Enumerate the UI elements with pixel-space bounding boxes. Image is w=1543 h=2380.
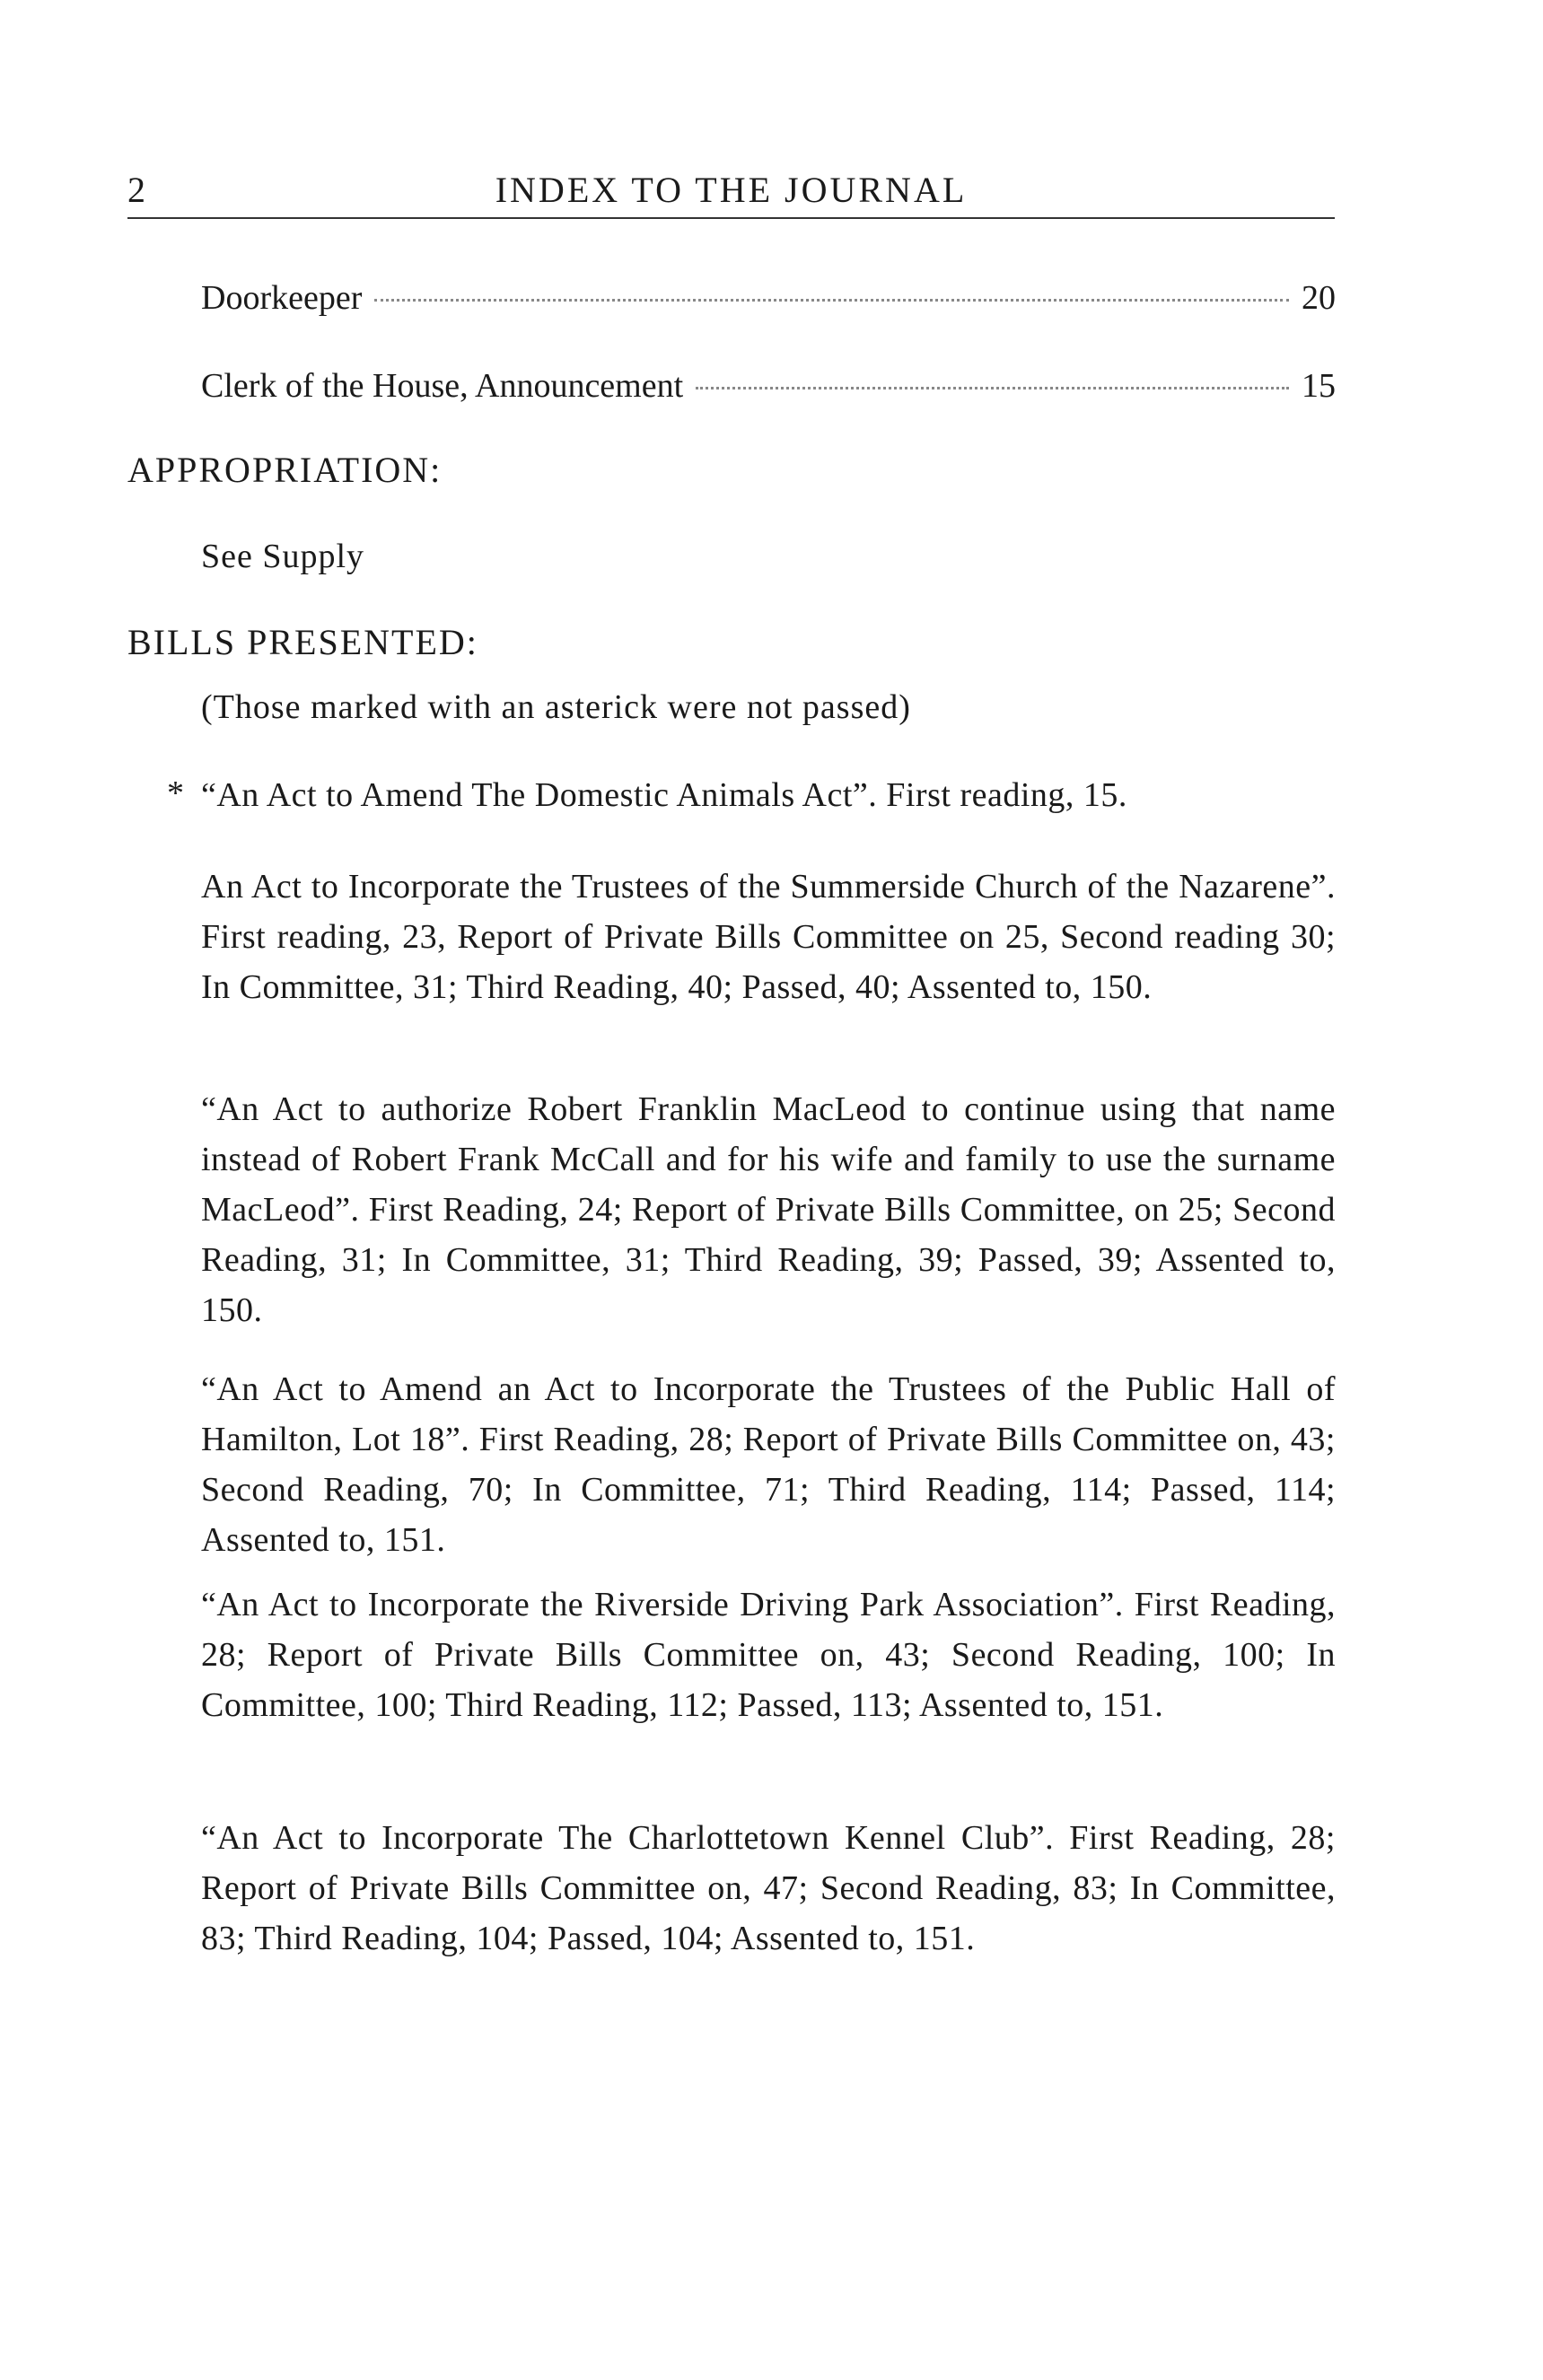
bill-entry-nazarene: An Act to Incorporate the Trustees of the Summerside Church of the Nazarene”. First reading, 23, Report of Private Bills Committee on 25, Second reading 30; In Committee, 31; Third Reading, 40; Passed, 40; Assented to, 150. [201,868,1336,1006]
bill-entry-kennel-club: “An Act to Incorporate The Charlottetown Kennel Club”. First Reading, 28; Report of Private Bills Committee on, 47; Second Reading, 83; In Committee, 83; Third Reading, 104; Passed, 104; Assented to, 151. [201,1819,1336,1957]
page-header [127,169,1335,219]
see-supply: See Supply [201,538,365,575]
index-entry-doorkeeper [201,278,1336,318]
running-title: INDEX TO THE JOURNAL [495,170,968,210]
not-passed-marker: * [167,774,184,812]
index-entry-clerk [201,366,1336,406]
bill-entry-domestic-animals: “An Act to Amend The Domestic Animals Act”. First reading, 15. [201,776,1127,814]
dot-leader [696,387,1289,389]
entry-label: Doorkeeper [201,279,363,317]
bill-entry-hamilton-hall: “An Act to Amend an Act to Incorporate the Trustees of the Public Hall of Hamilton, Lot 18”. First Reading, 28; Report of Private Bills Committee on, 43; Second Reading, 70; In Committee, 71; Third Reading, 114; Passed, 114; Assented to, 151. [201,1370,1336,1559]
dot-leader [374,299,1289,302]
bills-note: (Those marked with an asterick were not passed) [201,688,911,726]
heading-bills-presented: BILLS PRESENTED: [127,622,478,662]
entry-page: 15 [1302,367,1336,405]
entry-label: Clerk of the House, Announcement [201,367,684,405]
heading-appropriation: APPROPRIATION: [127,450,443,490]
bill-entry-riverside: “An Act to Incorporate the Riverside Driving Park Association”. First Reading, 28; Report of Private Bills Committee on, 43; Second Reading, 100; In Committee, 100; Third Reading, 112; Passed, 113; Assented to, 151. [201,1586,1336,1724]
entry-page: 20 [1302,279,1336,317]
bill-entry-macleod: “An Act to authorize Robert Franklin MacLeod to continue using that name instead of Robert Frank McCall and for his wife and family to use the surname MacLeod”. First Reading, 24; Report of Private Bills Committee, on 25; Second Reading, 31; In Committee, 31; Third Reading, 39; Passed, 39; Assented to, 150. [201,1090,1336,1329]
page-number: 2 [127,170,145,210]
